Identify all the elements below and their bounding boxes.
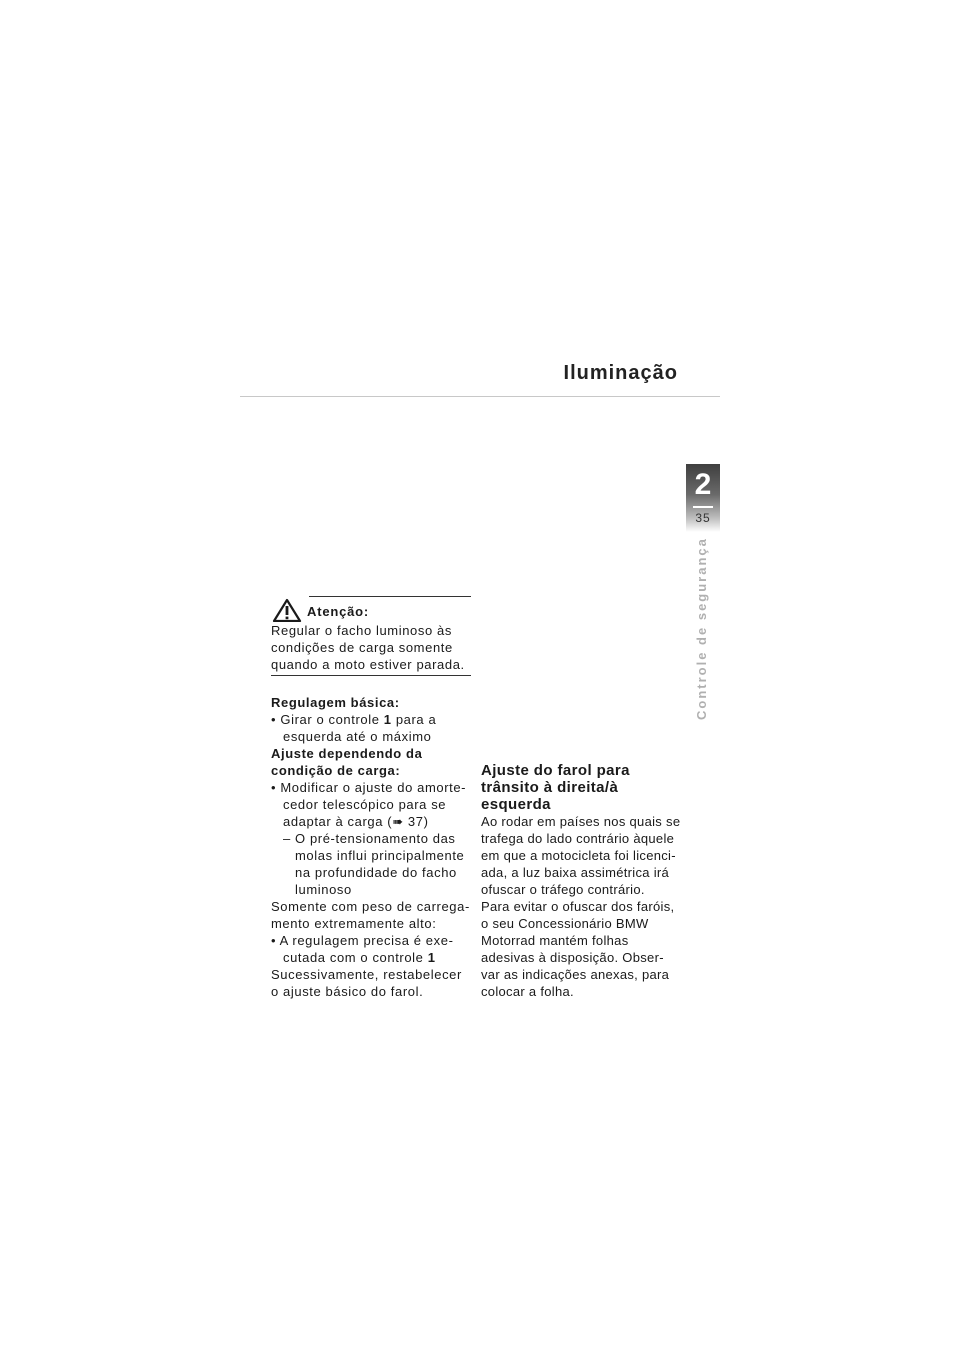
load-adjust-heading: Ajuste dependendo da (271, 746, 423, 761)
body-line: colocar a folha. (481, 984, 574, 999)
header-divider (240, 396, 720, 397)
chapter-divider (693, 506, 713, 508)
warning-line: Regular o facho luminoso às (271, 623, 452, 638)
warning-top-rule (309, 596, 471, 597)
body-line: var as indicações anexas, para (481, 967, 670, 982)
warning-triangle-icon (271, 598, 303, 622)
warning-box (271, 596, 471, 676)
closing-text: o ajuste básico do farol. (271, 984, 424, 999)
body-line: Para evitar o ofuscar dos faróis, (481, 899, 675, 914)
warning-title: Atenção: (307, 604, 370, 619)
body-line: ada, a luz baixa assimétrica irá (481, 865, 670, 880)
body-line: adesivas à disposição. Obser- (481, 950, 664, 965)
load-adjust-bullet: • Modificar o ajuste do amorte- cedor telescópico para se adaptar à carga (➠ 37) (271, 780, 467, 829)
body-line: Motorrad mantém folhas (481, 933, 629, 948)
chapter-number: 2 (694, 468, 712, 501)
warning-line: quando a moto estiver parada. (271, 657, 465, 672)
page-number: 35 (695, 511, 711, 525)
chapter-tab (686, 464, 720, 532)
basic-adjust-heading: Regulagem básica: (271, 695, 400, 710)
basic-adjust-bullet: • Girar o controle 1 para a esquerda até o máximo (271, 712, 437, 744)
high-load-text: mento extremamente alto: (271, 916, 437, 931)
body-line: ofuscar o tráfego contrário. (481, 882, 645, 897)
body-line: trafega do lado contrário àquele (481, 831, 675, 846)
section-heading: esquerda (481, 796, 551, 813)
load-adjust-heading: condição de carga: (271, 763, 401, 778)
section-heading: Ajuste do farol para (481, 762, 630, 779)
section-side-label: Controle de segurança (694, 537, 709, 720)
precise-adjust-bullet: • A regulagem precisa é exe- cutada com o controle 1 (271, 933, 454, 965)
body-line: em que a motocicleta foi licenci- (481, 848, 676, 863)
right-column (481, 762, 681, 1000)
body-line: Ao rodar em países nos quais se (481, 814, 681, 829)
body-line: o seu Concessionário BMW (481, 916, 649, 931)
high-load-text: Somente com peso de carrega- (271, 899, 470, 914)
section-heading: trânsito à direita/à (481, 779, 619, 796)
spring-preload-note: – O pré-tensionamento das molas influi principalmente na profundidade do facho luminoso (283, 831, 465, 897)
closing-text: Sucessivamente, restabelecer (271, 967, 462, 982)
page-title: Iluminação (563, 362, 678, 384)
left-column (271, 596, 471, 1000)
warning-line: condições de carga somente (271, 640, 453, 655)
